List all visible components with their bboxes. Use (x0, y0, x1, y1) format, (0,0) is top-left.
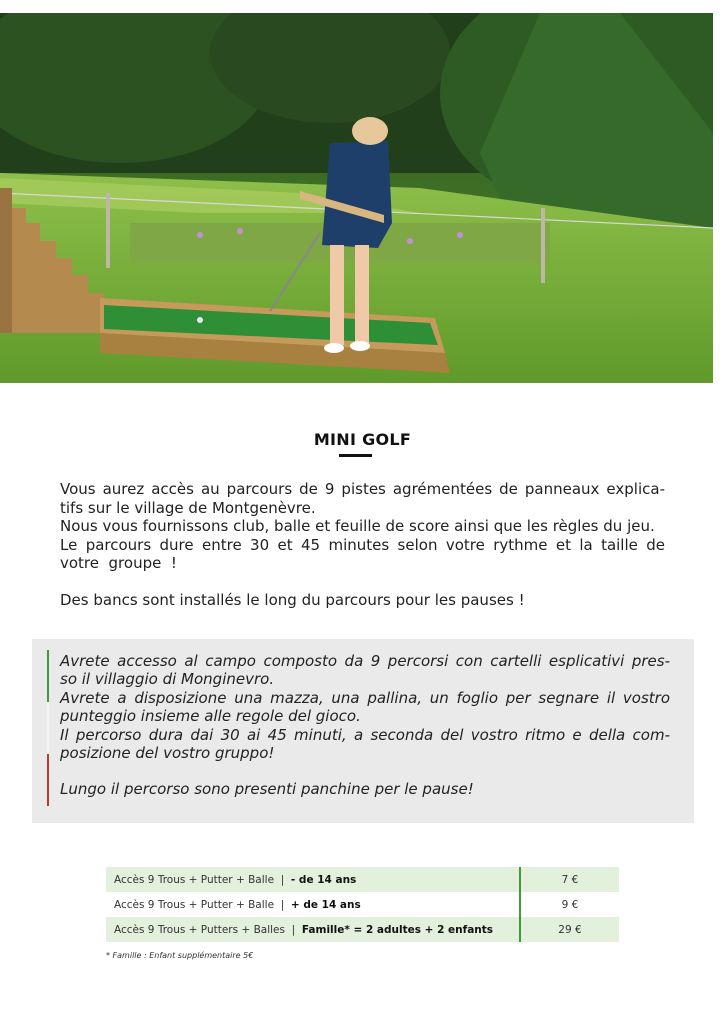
it-line: posizione del vostro gruppo! (60, 744, 275, 763)
price-table (106, 867, 619, 942)
fr-benches: Des bancs sont installés le long du parcours pour les pauses ! (60, 590, 525, 609)
it-line: Avrete accesso al campo composto da 9 percorsi con cartelli esplicativi pres- (60, 652, 670, 670)
italian-description (60, 652, 670, 799)
price-row (106, 867, 619, 892)
fr-line: tifs sur le village de Montgenèvre. (60, 498, 316, 517)
mini-golf-photo (0, 13, 713, 383)
it-line: punteggio insieme alle regole del gioco. (60, 707, 361, 726)
it-line: Avrete a disposizione una mazza, una pallina, un foglio per segnare il vostro (60, 688, 670, 707)
fr-line: Le parcours dure entre 30 et 45 minutes selon votre rythme et la taille de (60, 535, 665, 554)
fr-line: votre groupe ! (60, 554, 177, 573)
price-row (106, 892, 619, 917)
italian-flag-bar (47, 650, 49, 806)
it-line: so il villaggio di Monginevro. (60, 670, 275, 689)
price-row (106, 917, 619, 942)
page-title: MINI GOLF (313, 430, 412, 449)
price-label: Accès 9 Trous + Putters + Balles | Famille* = 2 adultes + 2 enfants (114, 924, 494, 936)
french-description (60, 480, 665, 610)
it-benches: Lungo il percorso sono presenti panchine per le pause! (60, 780, 474, 799)
fr-line: Nous vous fournissons club, balle et feuille de score ainsi que les règles du jeu. (60, 517, 655, 536)
price-value: 9 € (561, 899, 579, 911)
fr-line: Vous aurez accès au parcours de 9 pistes agrémentées de panneaux explica- (60, 480, 665, 498)
title-underline (339, 454, 372, 457)
price-value: 7 € (561, 874, 579, 886)
footnote: * Famille : Enfant supplémentaire 5€ (106, 951, 254, 960)
price-label: Accès 9 Trous + Putter + Balle | - de 14 ans (114, 874, 357, 886)
price-label: Accès 9 Trous + Putter + Balle | + de 14 ans (114, 899, 361, 911)
price-value: 29 € (558, 924, 582, 936)
it-line: Il percorso dura dai 30 ai 45 minuti, a seconda del vostro ritmo e della com- (60, 725, 670, 744)
price-divider (519, 867, 521, 942)
